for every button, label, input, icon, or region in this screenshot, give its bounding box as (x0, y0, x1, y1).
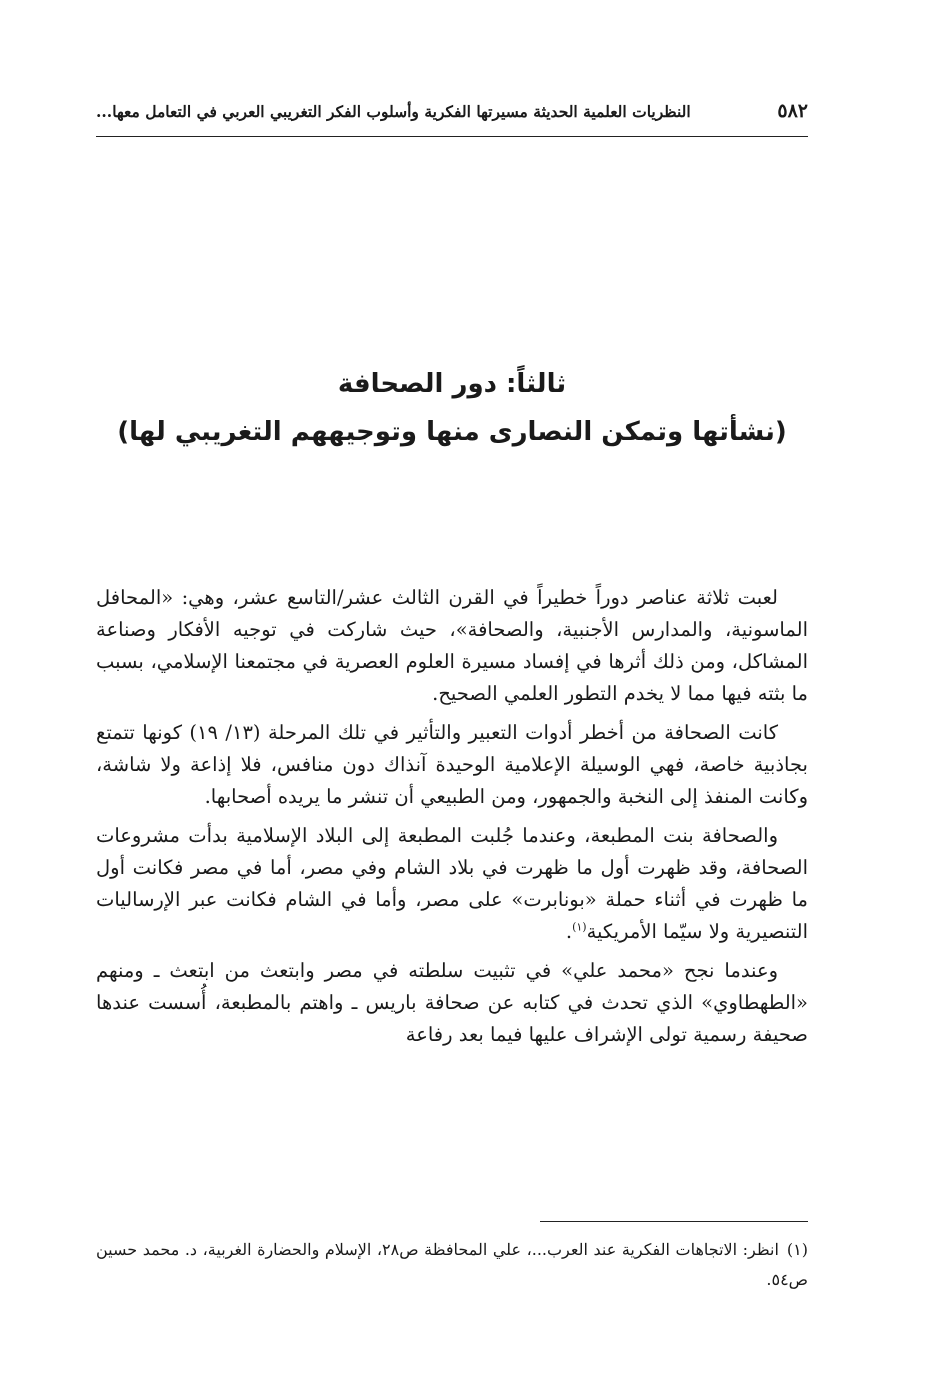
paragraph-1: لعبت ثلاثة عناصر دوراً خطيراً في القرن الثالث عشر/التاسع عشر، وهي: «المحافل الماسونية، والمدارس الأجنبية، والصحافة»، حيث شاركت في توجيه الأفكار وصناعة المشاكل، ومن ذلك أثرها في إفساد مسيرة العلوم العصرية في مجتمعنا الإسلامي، بسبب ما بثته فيها مما لا يخدم التطور العلمي الصحيح. (96, 586, 808, 705)
paragraph-3: والصحافة بنت المطبعة، وعندما جُلبت المطبعة إلى البلاد الإسلامية بدأت مشروعات الصحافة، وقد ظهرت أول ما ظهرت في بلاد الشام وفي مصر، أما في مصر فكانت أول ما ظهرت في أثناء حملة «بونابرت» على مصر، وأما في الشام فكانت عبر الإرساليات التنصيرية ولا سيّما الأمريكية$^{(١)}$. (96, 824, 808, 943)
footnote (96, 1235, 808, 1295)
running-head: النظريات العلمية الحديثة مسيرتها الفكرية وأسلوب الفكر التغريبي العربي في التعامل معها... (96, 102, 691, 121)
paragraph-4: وعندما نجح «محمد علي» في تثبيت سلطته في مصر وابتعث من ابتعث ـ ومنهم «الطهطاوي» الذي تحدث في كتابه عن صحافة باريس ـ واهتم بالمطبعة، أُسست عندها صحيفة رسمية تولى الإشراف عليها فيما بعد رفاعة (96, 959, 808, 1046)
book-page (96, 100, 809, 1289)
section-title: ثالثاً: دور الصحافة (337, 369, 567, 399)
section-subtitle: (نشأتها وتمكن النصارى منها وتوجيههم التغريبي لها) (117, 417, 787, 447)
footnote-reference[interactable]: (١) (572, 920, 587, 934)
footnote-separator (540, 1221, 808, 1222)
page-header (96, 100, 808, 137)
section-title-block (96, 360, 808, 456)
paragraph-2: كانت الصحافة من أخطر أدوات التعبير والتأثير في تلك المرحلة (١٣/ ١٩) كونها تتمتع بجاذبية خاصة، فهي الوسيلة الإعلامية الوحيدة آنذاك دون منافس، فلا إذاعة ولا شاشة، وكانت المنفذ إلى النخبة والجمهور، ومن الطبيعي أن تنشر ما يريده أصحابها. (96, 721, 808, 808)
footnote-text: انظر: الاتجاهات الفكرية عند العرب...، علي المحافظة ص٢٨، الإسلام والحضارة الغربية، د. محمد حسين ص٥٤. (96, 1240, 808, 1289)
paragraph-3-text: والصحافة بنت المطبعة، وعندما جُلبت المطبعة إلى البلاد الإسلامية بدأت مشروعات الصحافة، وقد ظهرت أول ما ظهرت في بلاد الشام وفي مصر، أما في مصر فكانت أول ما ظهرت في أثناء حملة «بونابرت» على مصر، وأما في الشام فكانت عبر الإرساليات التنصيرية ولا سيّما الأمريكية (96, 824, 808, 943)
body-text (96, 582, 808, 1058)
footnote-marker: (١) (786, 1240, 809, 1259)
page-number: ٥٨٢ (777, 100, 808, 122)
